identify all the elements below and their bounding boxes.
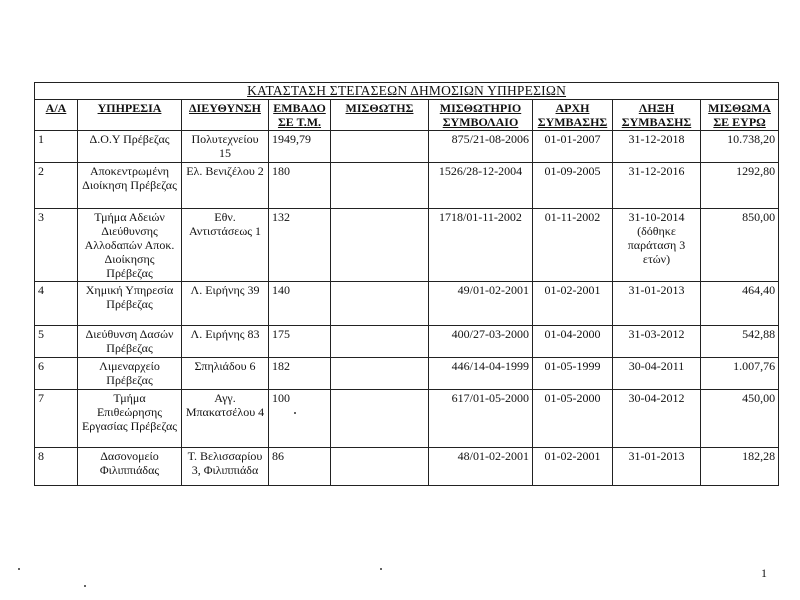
- cell-service: Δ.Ο.Υ Πρέβεζας: [78, 131, 182, 163]
- cell-contract: 400/27-03-2000: [429, 326, 533, 358]
- cell-address: Αγγ. Μπακατσέλου 4: [182, 390, 269, 448]
- cell-lessor: [331, 282, 429, 326]
- table-title-row: [35, 83, 779, 100]
- cell-area: 132: [269, 209, 331, 282]
- cell-rent: 450,00: [701, 390, 779, 448]
- cell-service: Δασονομείο Φιλιππιάδας: [78, 448, 182, 486]
- cell-area: 100: [269, 390, 331, 448]
- cell-aa: 1: [35, 131, 78, 163]
- cell-contract: 1526/28-12-2004: [429, 163, 533, 209]
- header-service: ΥΠΗΡΕΣΙΑ: [78, 100, 182, 131]
- table-row: [35, 209, 779, 282]
- cell-lessor: [331, 131, 429, 163]
- table-header-row: [35, 100, 779, 131]
- table-row: [35, 448, 779, 486]
- cell-start: 01-05-1999: [533, 358, 613, 390]
- cell-contract: 446/14-04-1999: [429, 358, 533, 390]
- cell-address: Πολυτεχνείου 15: [182, 131, 269, 163]
- cell-aa: 8: [35, 448, 78, 486]
- cell-end: 30-04-2011: [613, 358, 701, 390]
- cell-aa: 3: [35, 209, 78, 282]
- cell-contract: 617/01-05-2000: [429, 390, 533, 448]
- cell-address: Σπηλιάδου 6: [182, 358, 269, 390]
- cell-end: 31-03-2012: [613, 326, 701, 358]
- table-title: ΚΑΤΑΣΤΑΣΗ ΣΤΕΓΑΣΕΩΝ ΔΗΜΟΣΙΩΝ ΥΠΗΡΕΣΙΩΝ: [35, 83, 779, 100]
- cell-service: Αποκεντρωμένη Διοίκηση Πρέβεζας: [78, 163, 182, 209]
- header-lessors: ΜΙΣΘΩΤΗΣ: [331, 100, 429, 131]
- cell-start: 01-01-2007: [533, 131, 613, 163]
- cell-end: 31-01-2013: [613, 282, 701, 326]
- table-row: [35, 131, 779, 163]
- cell-contract: 875/21-08-2006: [429, 131, 533, 163]
- cell-rent: 182,28: [701, 448, 779, 486]
- cell-lessor: [331, 326, 429, 358]
- table-row: [35, 358, 779, 390]
- cell-end: 31-12-2018: [613, 131, 701, 163]
- header-contract: ΜΙΣΘΩΤΗΡΙΟ ΣΥΜΒΟΛΑΙΟ: [429, 100, 533, 131]
- cell-address: Λ. Ειρήνης 83: [182, 326, 269, 358]
- cell-aa: 2: [35, 163, 78, 209]
- header-rent: ΜΙΣΘΩΜΑ ΣΕ ΕΥΡΩ: [701, 100, 779, 131]
- header-area: ΕΜΒΑΔΟ ΣΕ Τ.Μ.: [269, 100, 331, 131]
- cell-aa: 4: [35, 282, 78, 326]
- cell-aa: 6: [35, 358, 78, 390]
- cell-service: Τμήμα Επιθεώρησης Εργασίας Πρέβεζας: [78, 390, 182, 448]
- table-row: [35, 390, 779, 448]
- cell-rent: 464,40: [701, 282, 779, 326]
- cell-end: 30-04-2012: [613, 390, 701, 448]
- header-end: ΛΗΞΗ ΣΥΜΒΑΣΗΣ: [613, 100, 701, 131]
- cell-lessor: [331, 358, 429, 390]
- cell-start: 01-05-2000: [533, 390, 613, 448]
- scan-speck: [380, 568, 382, 570]
- housing-table: [34, 82, 779, 486]
- cell-service: Χημική Υπηρεσία Πρέβεζας: [78, 282, 182, 326]
- cell-lessor: [331, 163, 429, 209]
- table-row: [35, 163, 779, 209]
- cell-lessor: [331, 390, 429, 448]
- cell-service: Λιμεναρχείο Πρέβεζας: [78, 358, 182, 390]
- cell-start: 01-09-2005: [533, 163, 613, 209]
- cell-rent: 850,00: [701, 209, 779, 282]
- cell-area: 86: [269, 448, 331, 486]
- cell-rent: 1292,80: [701, 163, 779, 209]
- page-number: 1: [761, 566, 767, 580]
- cell-rent: 1.007,76: [701, 358, 779, 390]
- cell-address: Εθν. Αντιστάσεως 1: [182, 209, 269, 282]
- cell-lessor: [331, 448, 429, 486]
- scan-speck: [294, 412, 296, 414]
- cell-address: Λ. Ειρήνης 39: [182, 282, 269, 326]
- header-address: ΔΙΕΥΘΥΝΣΗ: [182, 100, 269, 131]
- cell-area: 175: [269, 326, 331, 358]
- cell-aa: 5: [35, 326, 78, 358]
- cell-lessor: [331, 209, 429, 282]
- cell-start: 01-02-2001: [533, 282, 613, 326]
- cell-rent: 542,88: [701, 326, 779, 358]
- cell-rent: 10.738,20: [701, 131, 779, 163]
- cell-area: 140: [269, 282, 331, 326]
- cell-contract: 1718/01-11-2002: [429, 209, 533, 282]
- cell-start: 01-02-2001: [533, 448, 613, 486]
- cell-service: Διεύθυνση Δασών Πρέβεζας: [78, 326, 182, 358]
- cell-area: 182: [269, 358, 331, 390]
- header-start: ΑΡΧΗ ΣΥΜΒΑΣΗΣ: [533, 100, 613, 131]
- table-row: [35, 326, 779, 358]
- cell-aa: 7: [35, 390, 78, 448]
- cell-address: Τ. Βελισσαρίου 3, Φιλιππιάδα: [182, 448, 269, 486]
- cell-address: Ελ. Βενιζέλου 2: [182, 163, 269, 209]
- table-row: [35, 282, 779, 326]
- cell-end: 31-01-2013: [613, 448, 701, 486]
- header-aa: Α/Α: [35, 100, 78, 131]
- cell-area: 1949,79: [269, 131, 331, 163]
- cell-end: 31-12-2016: [613, 163, 701, 209]
- cell-area: 180: [269, 163, 331, 209]
- document-sheet: [34, 82, 778, 486]
- cell-contract: 48/01-02-2001: [429, 448, 533, 486]
- cell-end: 31-10-2014 (δόθηκε παράταση 3 ετών): [613, 209, 701, 282]
- cell-contract: 49/01-02-2001: [429, 282, 533, 326]
- scan-speck: [84, 585, 86, 587]
- cell-service: Τμήμα Αδειών Διεύθυνσης Αλλοδαπών Αποκ. Διοίκησης Πρέβεζας: [78, 209, 182, 282]
- cell-start: 01-04-2000: [533, 326, 613, 358]
- scan-speck: [18, 568, 20, 570]
- cell-start: 01-11-2002: [533, 209, 613, 282]
